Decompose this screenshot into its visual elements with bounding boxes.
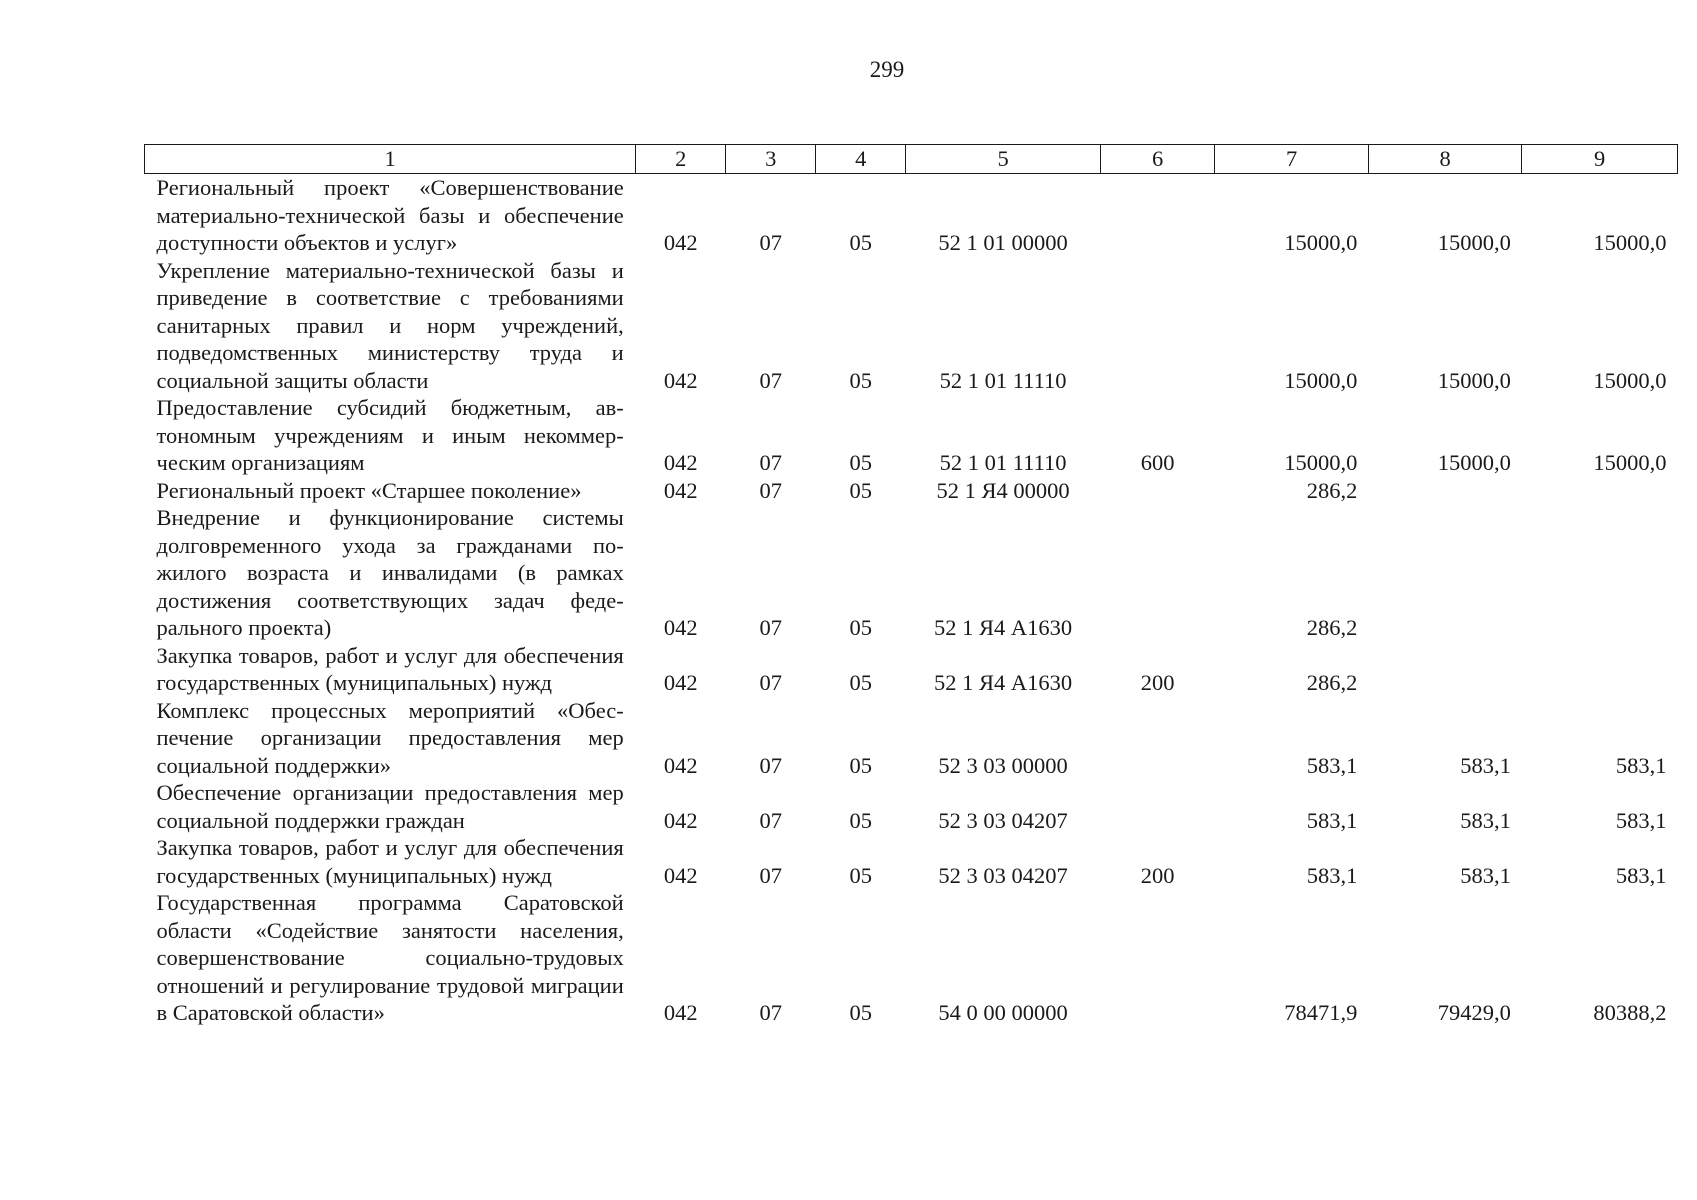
column-header-4: 4 — [816, 145, 906, 174]
cell-expense-type — [1100, 697, 1214, 780]
cell-ministry-code: 042 — [663, 230, 698, 255]
cell-subsection: 05 — [849, 230, 872, 255]
cell-amount-7: 15000,0 — [1284, 450, 1358, 475]
cell-target-article: 52 1 Я4 00000 — [936, 477, 1070, 503]
cell-ministry-code: 042 — [663, 670, 698, 695]
row-name: Обеспечение организации предоставления мер социальной поддержки граждан — [156, 780, 624, 833]
row-name: Комплекс процессных мероприятий «Обеспечение организации предоставления мер социальной поддержки» — [156, 697, 624, 778]
cell-subsection: 05 — [849, 367, 872, 393]
cell-amount-7: 78471,9 — [1284, 1000, 1358, 1025]
cell-amount-7: 583,1 — [1306, 807, 1358, 833]
cell-subsection: 05 — [849, 1000, 872, 1025]
cell-amount-9: 583,1 — [1615, 807, 1667, 833]
cell-expense-type — [1100, 477, 1214, 505]
cell-amount-7: 286,2 — [1306, 670, 1358, 695]
table-row — [145, 477, 1678, 505]
column-header-9: 9 — [1522, 145, 1678, 174]
column-header-8: 8 — [1368, 145, 1522, 174]
cell-amount-7: 583,1 — [1306, 752, 1358, 778]
cell-ministry-code: 042 — [663, 1000, 698, 1025]
cell-section: 07 — [759, 807, 782, 833]
row-name: Предоставление субсидий бюджетным, автономным учреждениям и иным некоммерческим организациям — [156, 395, 624, 475]
cell-section: 07 — [759, 477, 782, 503]
row-name: Государственная программа Саратовской области «Содействие занятости населения, совершенствование социально-трудовых отношений и регулирование трудовой миграции в Саратовской области» — [156, 890, 624, 1025]
cell-expense-type — [1100, 779, 1214, 834]
cell-target-article: 52 1 01 00000 — [938, 230, 1068, 255]
cell-amount-9: 15000,0 — [1593, 450, 1667, 475]
cell-section: 07 — [759, 1000, 782, 1025]
cell-section: 07 — [759, 670, 782, 695]
cell-subsection: 05 — [849, 752, 872, 778]
cell-amount-9: 583,1 — [1615, 862, 1667, 888]
cell-amount-8: 583,1 — [1460, 862, 1511, 888]
table-header — [145, 145, 1678, 174]
cell-target-article: 52 1 01 11110 — [939, 367, 1067, 393]
budget-table — [144, 144, 1678, 1027]
cell-target-article: 52 3 03 00000 — [938, 752, 1068, 778]
column-header-6: 6 — [1100, 145, 1214, 174]
column-header-5: 5 — [906, 145, 1101, 174]
cell-amount-9 — [1522, 504, 1678, 642]
row-name: Закупка товаров, работ и услуг для обеспечения государственных (муниципальных) нужд — [156, 642, 624, 695]
cell-amount-7: 286,2 — [1306, 615, 1358, 640]
cell-subsection: 05 — [849, 450, 872, 475]
cell-target-article: 52 1 Я4 А1630 — [934, 615, 1073, 640]
cell-amount-8: 583,1 — [1460, 807, 1511, 833]
cell-section: 07 — [759, 862, 782, 888]
cell-amount-8: 15000,0 — [1437, 450, 1511, 475]
cell-subsection: 05 — [849, 807, 872, 833]
cell-amount-8: 15000,0 — [1437, 367, 1511, 393]
column-header-2: 2 — [636, 145, 726, 174]
page-number: 299 — [869, 57, 905, 82]
cell-target-article: 52 3 03 04207 — [938, 862, 1068, 888]
cell-amount-9 — [1522, 642, 1678, 697]
table-row — [145, 174, 1678, 257]
cell-expense-type: 200 — [1140, 670, 1175, 695]
row-name: Укрепление материально-технической базы и приведение в соответствие с требованиями санитарных правил и норм учреждений, подведомственных министерству труда и социальной защиты области — [156, 257, 624, 393]
row-name: Закупка товаров, работ и услуг для обеспечения государственных (муниципальных) нужд — [156, 835, 624, 888]
cell-target-article: 52 3 03 04207 — [938, 807, 1068, 833]
cell-ministry-code: 042 — [663, 477, 698, 503]
column-header-1: 1 — [145, 145, 636, 174]
cell-target-article: 52 1 01 11110 — [939, 450, 1067, 475]
cell-subsection: 05 — [849, 670, 872, 695]
column-header-7: 7 — [1215, 145, 1369, 174]
cell-ministry-code: 042 — [663, 862, 698, 888]
cell-amount-9: 80388,2 — [1593, 1000, 1667, 1025]
row-name: Внедрение и функционирование системы долговременного ухода за гражданами пожилого возраста и инвалидами (в рамках достижения соответствующих задач федерального проекта) — [156, 505, 624, 640]
cell-amount-7: 286,2 — [1306, 477, 1358, 503]
cell-amount-8 — [1368, 504, 1522, 642]
table-row — [145, 834, 1678, 889]
table-row — [145, 697, 1678, 780]
cell-expense-type — [1100, 257, 1214, 395]
cell-amount-8: 15000,0 — [1437, 230, 1511, 255]
table-row — [145, 394, 1678, 477]
cell-target-article: 52 1 Я4 А1630 — [934, 670, 1073, 695]
table-row — [145, 889, 1678, 1027]
table-row — [145, 504, 1678, 642]
cell-amount-9: 583,1 — [1615, 752, 1667, 778]
row-name: Региональный проект «Старшее поколение» — [156, 477, 582, 503]
cell-expense-type — [1100, 174, 1214, 257]
cell-expense-type: 600 — [1140, 450, 1175, 475]
header-row — [145, 145, 1678, 174]
table-row — [145, 642, 1678, 697]
cell-ministry-code: 042 — [663, 450, 698, 475]
cell-expense-type — [1100, 504, 1214, 642]
cell-amount-7: 583,1 — [1306, 862, 1358, 888]
cell-amount-7: 15000,0 — [1284, 367, 1358, 393]
cell-amount-9: 15000,0 — [1593, 367, 1667, 393]
table-row — [145, 779, 1678, 834]
cell-section: 07 — [759, 367, 782, 393]
cell-ministry-code: 042 — [663, 752, 698, 778]
cell-section: 07 — [759, 450, 782, 475]
cell-ministry-code: 042 — [663, 367, 698, 393]
cell-expense-type — [1100, 889, 1214, 1027]
cell-amount-8 — [1368, 642, 1522, 697]
cell-ministry-code: 042 — [663, 807, 698, 833]
cell-subsection: 05 — [849, 615, 872, 640]
cell-ministry-code: 042 — [663, 615, 698, 640]
cell-subsection: 05 — [849, 862, 872, 888]
cell-target-article: 54 0 00 00000 — [938, 1000, 1068, 1025]
cell-amount-8: 79429,0 — [1437, 1000, 1511, 1025]
table-row — [145, 257, 1678, 395]
cell-section: 07 — [759, 615, 782, 640]
column-header-3: 3 — [726, 145, 816, 174]
row-name: Региональный проект «Совершенствование материально-технической базы и обеспечение доступности объектов и услуг» — [156, 175, 624, 255]
cell-amount-8: 583,1 — [1460, 752, 1511, 778]
cell-section: 07 — [759, 230, 782, 255]
cell-amount-8 — [1368, 477, 1522, 505]
cell-section: 07 — [759, 752, 782, 778]
cell-subsection: 05 — [849, 477, 872, 503]
cell-amount-9: 15000,0 — [1593, 230, 1667, 255]
table-body — [145, 174, 1678, 1027]
cell-amount-7: 15000,0 — [1284, 230, 1358, 255]
cell-expense-type: 200 — [1140, 862, 1175, 888]
cell-amount-9 — [1522, 477, 1678, 505]
